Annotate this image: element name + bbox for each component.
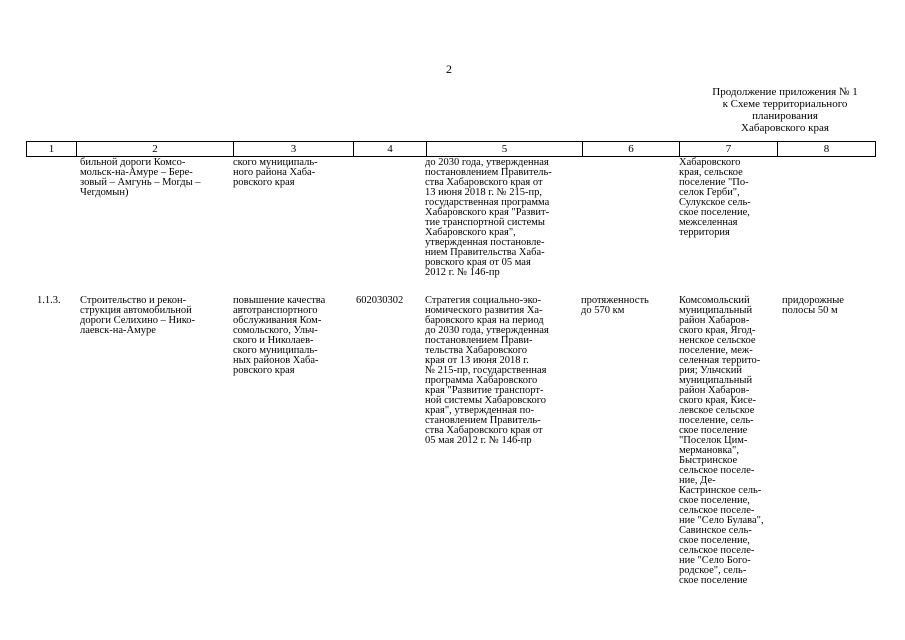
row-code: 602030302 (356, 295, 404, 306)
header-col-5: 5 (427, 142, 583, 156)
row-basis: Стратегия социально-эко- номического развития Ха- баровского края на период до 2030 года, утвержденная постановлением Прави- тельства Хабаровского края от 13 июня 2018 г. № 215-пр, государственная программа Хабаровского края "Развитие транспорт- ной системы Хабаровского края", утвержденная по- становлением Правитель- ства Хабаровского края от 05 мая 2012 г. № 146-пр (425, 295, 549, 446)
cont-col5: до 2030 года, утвержденная постановлением Правитель- ства Хабаровского края от 13 июня 2018 г. № 215-пр, государственная программа Хабаровского края "Развит- тие транспортной системы Хабаровского края", утвержденная постановле- нием Правительства Хаба- ровского края от 05 мая 2012 г. № 146-пр (425, 157, 552, 278)
table-header (26, 141, 876, 157)
row-purpose: повышение качества автотранспортного обслуживания Ком- сомольского, Ульч- ского и Николаев- ского муниципаль- ных районов Хаба- ровского края (233, 295, 326, 376)
cont-col2: бильной дороги Комсо- мольск-на-Амуре – Бере- зовый – Амгунь – Могды – Чегдомын) (80, 157, 201, 198)
header-col-3: 3 (234, 142, 354, 156)
header-col-2: 2 (77, 142, 234, 156)
row-characteristics: протяженность до 570 км (581, 295, 649, 316)
header-col-1: 1 (27, 142, 77, 156)
row-number: 1.1.3. (37, 295, 61, 306)
page-number: 2 (446, 62, 452, 76)
row-location: Комсомольский муниципальный район Хабаров- ского края, Ягод- ненское сельское поселение, меж- селенная террито- рия; Ульчский муниципальный район Хабаров- ского края, Кисе- левское сельское поселение, сель- ское поселение "Поселок Цим- мермановка", Быстринское сельское поселе- ние, Де- Кастринское сель- ское поселение, сельское поселе- ние "Село Булава", Савинское сель- ское поселение, сельское поселе- ние "Село Бого- родское", сель- ское поселение (679, 295, 764, 586)
header-col-8: 8 (823, 143, 830, 155)
row-zone: придорожные полосы 50 м (782, 295, 844, 316)
header-col-6: 6 (583, 142, 680, 156)
header-col-4: 4 (354, 142, 427, 156)
row-object-name: Строительство и рекон- струкция автомобильной дороги Селихино – Нико- лаевск-на-Амуре (80, 295, 196, 336)
cont-col7: Хабаровского края, сельское поселение "По- селок Герби", Сулукское сель- ское поселение, межселенная территория (679, 157, 751, 238)
cont-col3: ского муниципаль- ного района Хаба- ровского края (233, 157, 318, 188)
appendix-heading: Продолжение приложения № 1 к Схеме территориального планирования Хабаровского края (712, 86, 858, 134)
header-col-7: 7 (680, 142, 778, 156)
